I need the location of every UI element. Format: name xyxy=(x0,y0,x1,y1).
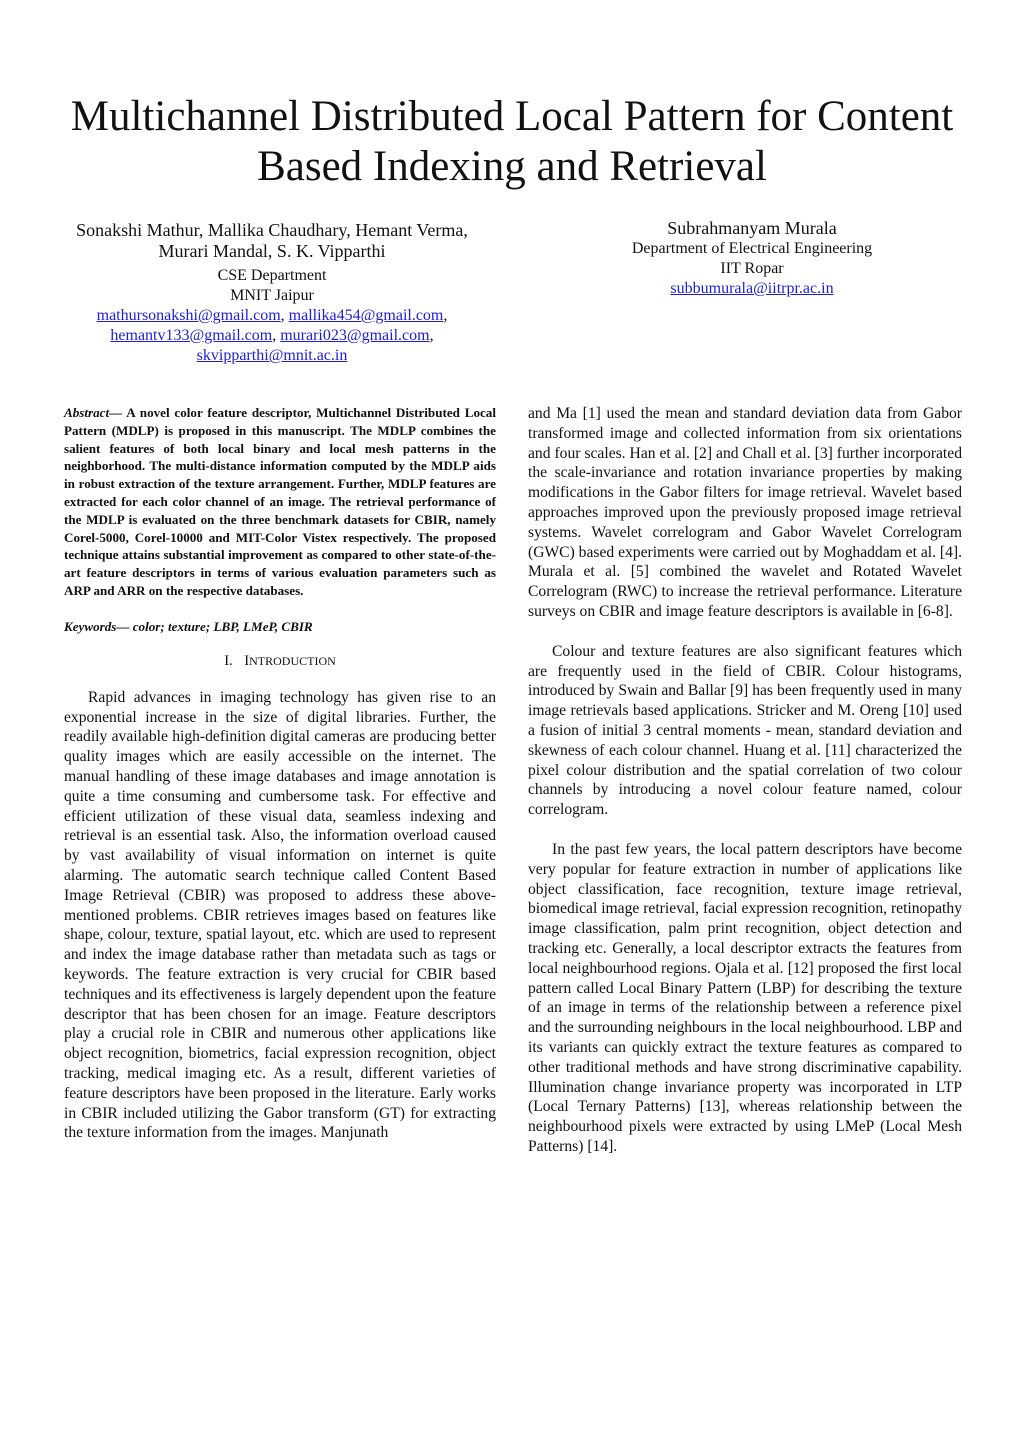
section-title-rest: NTRODUCTION xyxy=(249,653,336,668)
email-link[interactable]: hemantv133@gmail.com xyxy=(110,327,273,344)
email-link[interactable]: mathursonakshi@gmail.com xyxy=(96,307,281,324)
author-institution: MNIT Jaipur xyxy=(230,287,314,304)
paragraph: and Ma [1] used the mean and standard deviation data from Gabor transformed image and collected information from six orientations and four scales. Han et al. [2] and Chall et al. [3] further incorporated the scale-invariance and rotation invariance properties by making modifications in the Gabor filters for image retrieval. Wavelet based approaches improved upon the previously proposed image retrieval systems. Wavelet correlogram and Gabor Wavelet Correlogram (GWC) based experiments were carried out by Moghaddam et al. [4]. Murala et al. [5] combined the wavelet and Rotated Wavelet Correlogram (RWC) to increase the retrieval performance. Literature surveys on CBIR and image feature descriptors is available in [6-8]. xyxy=(528,405,962,620)
intro-paragraph: Rapid advances in imaging technology has given rise to an exponential increase in the size of digital libraries. Further, the readily available high-definition digital cameras are producing better quality images which are easily accessible on the internet. The manual handling of these image databases and image annotation is quite a time consuming and cumbersome task. For effective and efficient utilization of these visual data, seamless indexing and retrieval is an essential task. Also, the information overload caused by vast availability of visual information on internet is quite alarming. The automatic search technique called Content Based Image Retrieval (CBIR) was proposed to address these above-mentioned problems. CBIR retrieves images based on features like shape, colour, texture, spatial layout, etc. which are used to represent and index the image database rather than metadata such as tags or keywords. The feature extraction is very crucial for CBIR based techniques and its effectiveness is largely dependent upon the feature descriptor that has been chosen for an image. Feature descriptors play a crucial role in CBIR and numerous other applications like object recognition, biometrics, facial expression recognition, object tracking, medical imaging etc. As a result, different varieties of feature descriptors have been proposed in the literature. Early works in CBIR included utilizing the Gabor transform (GT) for extracting the texture information from the images. Manjunath xyxy=(64,688,496,1142)
author-email xyxy=(590,279,914,299)
author-names-line-2: Murari Mandal, S. K. Vipparthi xyxy=(158,241,386,261)
author-institution: IIT Ropar xyxy=(720,260,784,277)
author-department: CSE Department xyxy=(217,267,327,284)
left-column xyxy=(64,404,496,1143)
author-department: Department of Electrical Engineering xyxy=(631,240,873,257)
email-link[interactable]: mallika454@gmail.com xyxy=(288,307,444,324)
abstract-text: A novel color feature descriptor, Multichannel Distributed Local Pattern (MDLP) is proposed in this manuscript. The MDLP combines the salient features of both local binary and local mesh patterns in the neighborhood. The multi-distance information computed by the MDLP aids in robust extraction of the texture arrangement. Further, MDLP features are extracted for each color channel of an image. The retrieval performance of the MDLP is evaluated on the three benchmark datasets for CBIR, namely Corel-5000, Corel-10000 and MIT-Color Vistex respectively. The proposed technique attains substantial improvement as compared to other state-of-the-art feature descriptors in terms of various evaluation parameters such as ARP and ARR on the respective databases. xyxy=(64,405,496,598)
keywords: Keywords— color; texture; LBP, LMeP, CBIR xyxy=(64,618,313,634)
paper-title xyxy=(40,92,984,192)
author-emails-line-1: mathursonakshi@gmail.com, mallika454@gmail.com, xyxy=(96,307,448,324)
abstract xyxy=(64,404,496,600)
author-names-line-1: Sonakshi Mathur, Mallika Chaudhary, Hemant Verma, xyxy=(76,220,468,240)
section-number: I. xyxy=(224,652,233,669)
author-emails-line-2: hemantv133@gmail.com, murari023@gmail.com, xyxy=(110,327,434,344)
author-block-right xyxy=(590,218,914,299)
author-name: Subrahmanyam Murala xyxy=(667,218,837,238)
paragraph: Colour and texture features are also significant features which are frequently used in the field of CBIR. Colour histograms, introduced by Swain and Ballar [9] has been frequently used in many image retrievals based applications. Stricker and M. Oreng [10] used a fusion of initial 3 central moments - mean, standard deviation and skewness of each colour channel. Huang et al. [11] characterized the pixel colour distribution and the spatial correlation of two colour channels by introducing a novel colour feature named, colour correlogram. xyxy=(528,642,962,819)
section-title-cap: I xyxy=(244,652,250,669)
title-line-1: Multichannel Distributed Local Pattern for Content xyxy=(70,93,954,140)
title-line-2: Based Indexing and Retrieval xyxy=(257,143,767,190)
paragraph: In the past few years, the local pattern descriptors have become very popular for feature extraction in number of applications like object classification, face recognition, texture image retrieval, biomedical image retrieval, facial expression recognition, retinopathy image classification, palm print recognition, object detection and tracking etc. Generally, a local descriptor extracts the features from local neighbourhood regions. Ojala et al. [12] proposed the first local pattern called Local Binary Pattern (LBP) for describing the texture of an image in terms of the relationship between a reference pixel and the surrounding neighbours in the local neighbourhood. LBP and its variants can quickly extract the texture features as compared to other traditional methods and have strong discriminative capability. Illumination change invariance property was incorporated in LTP (Local Ternary Patterns) [13], whereas relationship between the neighbourhood pixels were extracted by using LMeP (Local Mesh Patterns) [14]. xyxy=(528,840,962,1155)
right-column xyxy=(528,404,962,1157)
email-link[interactable]: skvipparthi@mnit.ac.in xyxy=(196,347,348,364)
email-link[interactable]: subbumurala@iitrpr.ac.in xyxy=(670,280,834,297)
author-block-left xyxy=(60,220,484,366)
author-emails-line-3 xyxy=(60,346,484,366)
abstract-label: Abstract— xyxy=(64,405,123,420)
section-heading xyxy=(64,652,496,670)
email-link[interactable]: murari023@gmail.com xyxy=(280,327,430,344)
